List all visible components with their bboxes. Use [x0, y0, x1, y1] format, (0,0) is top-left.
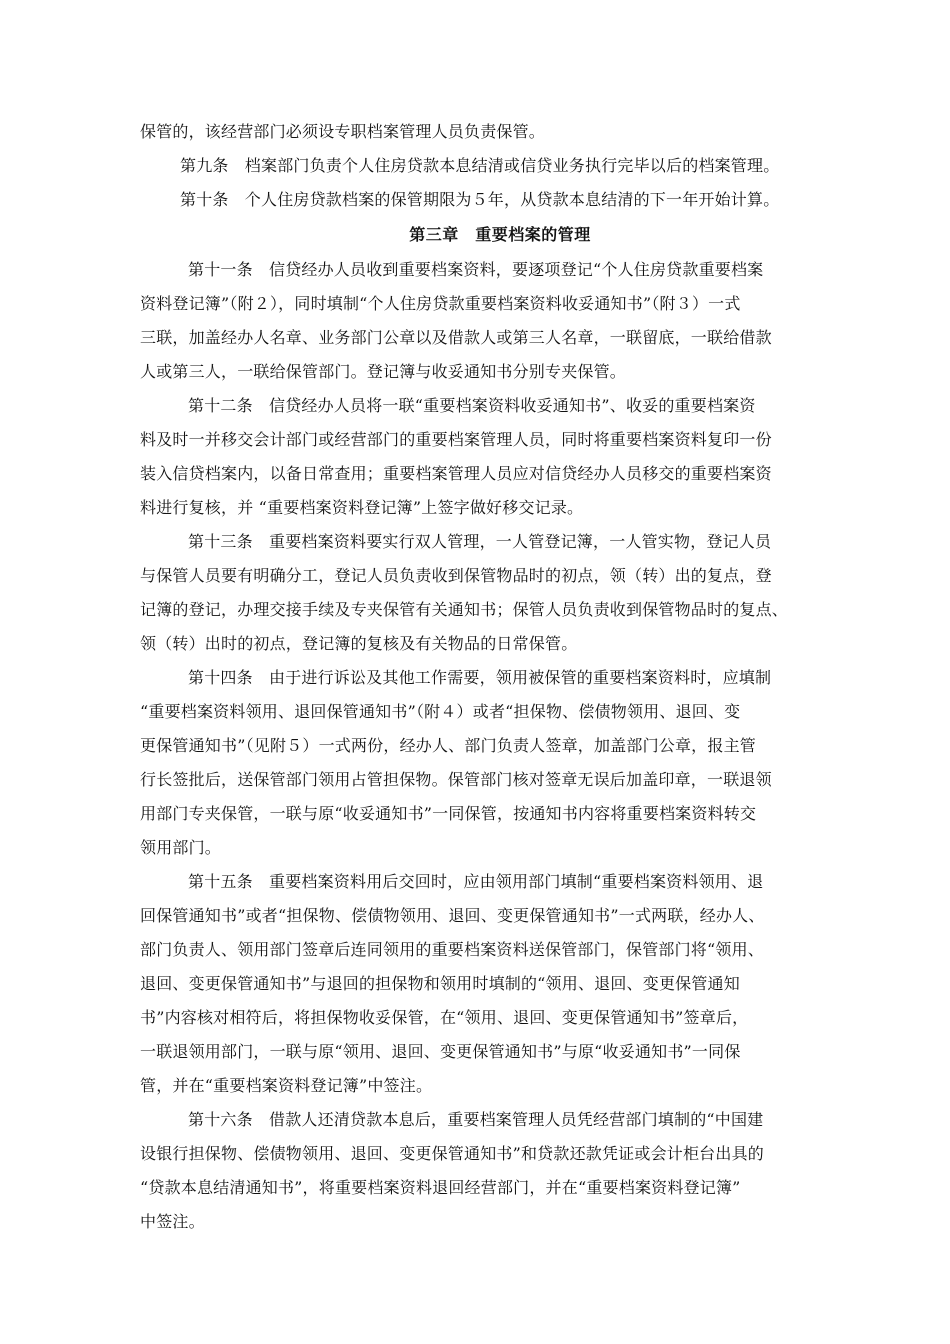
article-14-line: 第十四条 由于进行诉讼及其他工作需要，领用被保管的重要档案资料时，应填制: [188, 668, 772, 687]
text-line: 设银行担保物、偿债物领用、退回、变更保管通知书”和贷款还款凭证或会计柜台出具的: [140, 1144, 764, 1163]
text-line: 领用部门。: [140, 838, 222, 857]
text-line: 行长签批后，送保管部门领用占管担保物。保管部门核对签章无误后加盖印章，一联退领: [140, 770, 772, 789]
article-11-line: 第十一条 信贷经办人员收到重要档案资料，要逐项登记“个人住房贷款重要档案: [188, 260, 764, 279]
text-line: 管，并在“重要档案资料登记簿”中签注。: [140, 1076, 433, 1095]
chapter-heading: 第三章 重要档案的管理: [409, 225, 591, 244]
text-line: 保管的，该经营部门必须设专职档案管理人员负责保管。: [140, 122, 546, 141]
article-15-line: 第十五条 重要档案资料用后交回时，应由领用部门填制“重要档案资料领用、退: [188, 872, 764, 891]
text-line: 装入信贷档案内，以备日常查用；重要档案管理人员应对信贷经办人员移交的重要档案资: [140, 464, 772, 483]
article-9-line: 第九条 档案部门负责个人住房贷款本息结清或信贷业务执行完毕以后的档案管理。: [180, 156, 780, 175]
text-line: 料及时一并移交会计部门或经营部门的重要档案管理人员，同时将重要档案资料复印一份: [140, 430, 772, 449]
text-line: 部门负责人、领用部门签章后连同领用的重要档案资料送保管部门，保管部门将“领用、: [140, 940, 764, 959]
text-line: “重要档案资料领用、退回保管通知书”（附４）或者“担保物、偿债物领用、退回、变: [140, 702, 741, 721]
text-line: 一联退领用部门，一联与原“领用、退回、变更保管通知书”与原“收妥通知书”一同保: [140, 1042, 741, 1061]
article-12-line: 第十二条 信贷经办人员将一联“重要档案资料收妥通知书”、收妥的重要档案资: [188, 396, 756, 415]
text-line: 记簿的登记，办理交接手续及专夹保管有关通知书；保管人员负责收到保管物品时的复点、: [140, 600, 789, 619]
article-16-line: 第十六条 借款人还清贷款本息后，重要档案管理人员凭经营部门填制的“中国建: [188, 1110, 764, 1129]
text-line: 领（转）出时的初点，登记簿的复核及有关物品的日常保管。: [140, 634, 578, 653]
text-line: 料进行复核，并 “重要档案资料登记簿”上签字做好移交记录。: [140, 498, 584, 517]
text-line: 书”内容核对相符后，将担保物收妥保管，在“领用、退回、变更保管通知书”签章后，: [140, 1008, 749, 1027]
text-line: 与保管人员要有明确分工，登记人员负责收到保管物品时的初点，领（转）出的复点，登: [140, 566, 772, 585]
text-line: 更保管通知书”（见附５）一式两份，经办人、部门负责人签章，加盖部门公章，报主管: [140, 736, 756, 755]
text-line: 退回、变更保管通知书”与退回的担保物和领用时填制的“领用、退回、变更保管通知: [140, 974, 740, 993]
text-line: 三联，加盖经办人名章、业务部门公章以及借款人或第三人名章，一联留底，一联给借款: [140, 328, 772, 347]
text-line: 用部门专夹保管，一联与原“收妥通知书”一同保管，按通知书内容将重要档案资料转交: [140, 804, 757, 823]
text-line: 中签注。: [140, 1212, 205, 1231]
text-line: 资料登记簿”（附２），同时填制“个人住房贷款重要档案资料收妥通知书”（附３）一式: [140, 294, 741, 313]
text-line: 人或第三人，一联给保管部门。登记簿与收妥通知书分别专夹保管。: [140, 362, 627, 381]
text-line: 回保管通知书”或者“担保物、偿债物领用、退回、变更保管通知书”一式两联，经办人、: [140, 906, 765, 925]
article-13-line: 第十三条 重要档案资料要实行双人管理，一人管登记簿，一人管实物，登记人员: [188, 532, 772, 551]
article-10-line: 第十条 个人住房贷款档案的保管期限为５年，从贷款本息结清的下一年开始计算。: [180, 190, 780, 209]
text-line: “贷款本息结清通知书”，将重要档案资料退回经营部门，并在“重要档案资料登记簿”: [140, 1178, 741, 1197]
